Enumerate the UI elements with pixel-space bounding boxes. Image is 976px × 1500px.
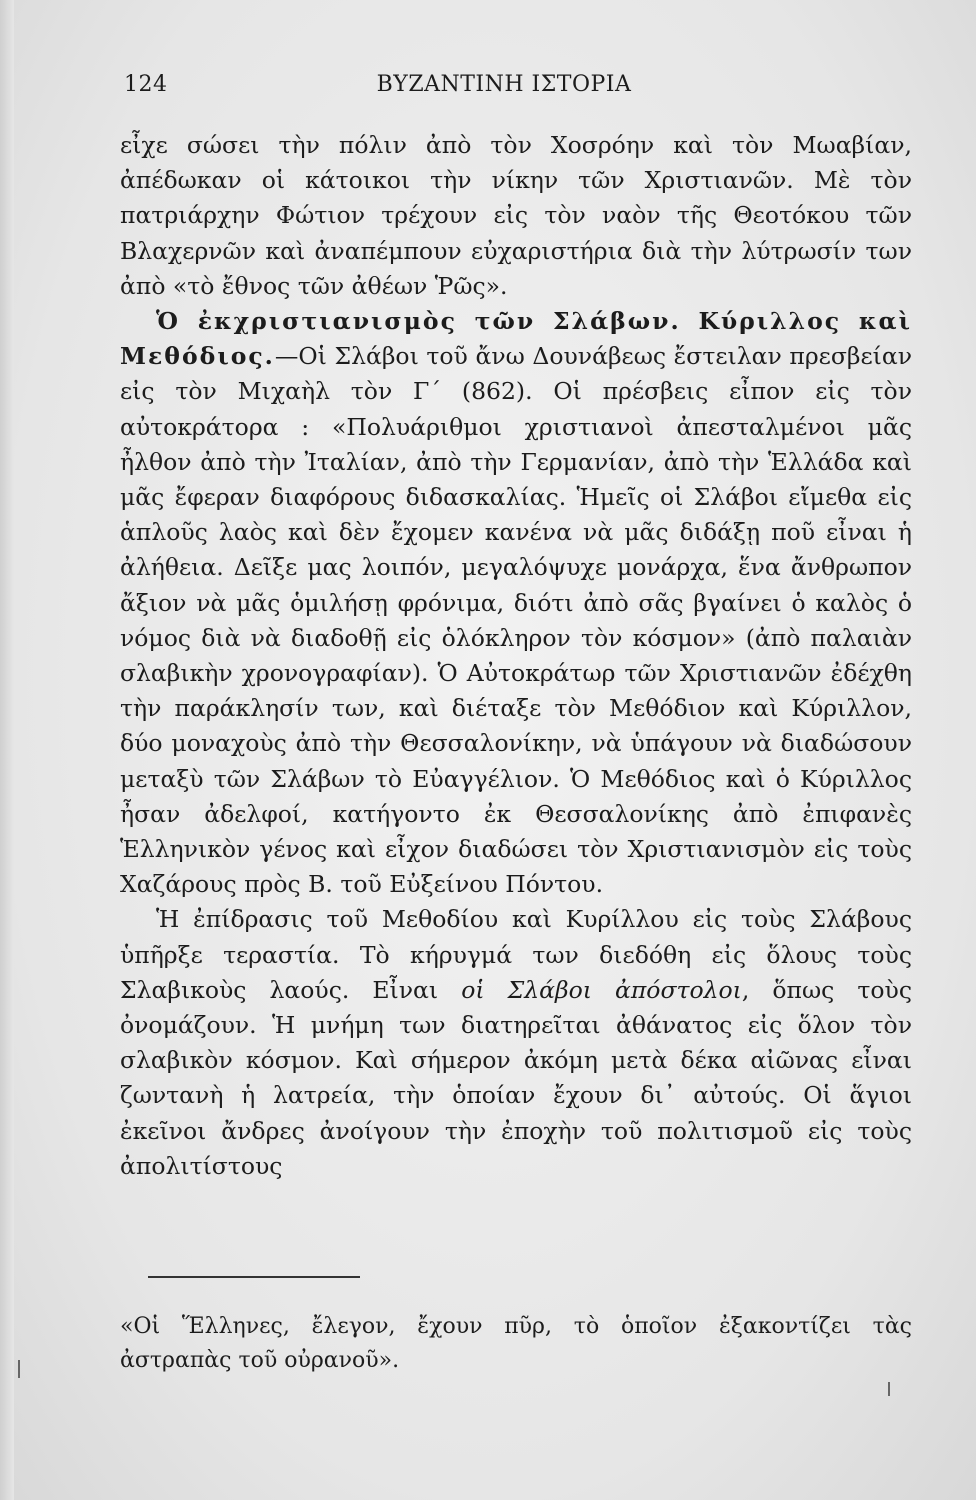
paragraph-2-text: —Οἱ Σλάβοι τοῦ ἄνω Δουνάβεως ἔστειλαν πρεσβείαν εἰς τὸν Μιχαὴλ τὸν Γ΄ (862). Οἱ πρέσβεις εἶπον εἰς τὸν αὐτοκράτορα : «Πολυάριθμοι χριστιανοὶ ἀπεσταλμένοι μᾶς ἦλθον ἀπὸ τὴν Ἰταλίαν, ἀπὸ τὴν Γερμανίαν, ἀπὸ τὴν Ἑλλάδα καὶ μᾶς ἔφεραν διαφόρους διδασκαλίας. Ἡμεῖς οἱ Σλάβοι εἴμεθα εἰς ἁπλοῦς λαὸς καὶ δὲν ἔχομεν κανένα νὰ μᾶς διδάξῃ ποῦ εἶναι ἡ ἀλήθεια. Δεῖξε μας λοιπόν, μεγαλόψυχε μονάρχα, ἕνα ἄνθρωπον ἄξιον νὰ μᾶς ὁμιλήσῃ φρόνιμα, διότι ἀπὸ σᾶς βγαίνει ὁ καλὸς ὁ νόμος διὰ νὰ διαδοθῇ εἰς ὁλόκληρον τὸν κόσμον» (ἀπὸ παλαιὰν σλαβικὴν χρονογραφίαν). Ὁ Αὐτοκράτωρ τῶν Χριστιανῶν ἐδέχθη τὴν παράκλησίν των, καὶ διέταξε τὸν Μεθόδιον καὶ Κύριλλον, δύο μοναχοὺς ἀπὸ τὴν Θεσσαλονίκην, νὰ ὑπάγουν νὰ διαδώσουν μεταξὺ τῶν Σλάβων τὸ Εὐαγγέλιον. Ὁ Μεθόδιος καὶ ὁ Κύριλλος ἦσαν ἀδελφοί, κατήγοντο ἐκ Θεσσαλονίκης ἀπὸ ἐπιφανὲς Ἑλληνικὸν γένος καὶ εἶχον διαδώσει τὸν Χριστιανισμὸν εἰς τοὺς Χαζάρους πρὸς Β. τοῦ Εὐξείνου Πόντου. bbox=[120, 342, 912, 899]
paragraph-2 bbox=[120, 304, 912, 902]
paragraph-3 bbox=[120, 902, 912, 1184]
page-edge-shadow bbox=[0, 0, 14, 1500]
section-heading: Ὁ ἐκχριστιανισμὸς τῶν Σλάβων. Κύριλλος καὶ Μεθόδιος. bbox=[120, 307, 912, 371]
footnote: «Οἱ Ἕλληνες, ἔλεγον, ἔχουν πῦρ, τὸ ὁποῖον ἐξακοντίζει τὰς ἀστραπὰς τοῦ οὐρανοῦ». bbox=[120, 1314, 912, 1373]
footnote-rule bbox=[148, 1276, 360, 1278]
page-header bbox=[124, 72, 914, 108]
margin-mark bbox=[18, 1360, 20, 1378]
paragraph-1: εἶχε σώσει τὴν πόλιν ἀπὸ τὸν Χοσρόην καὶ τὸν Μωαβίαν, ἀπέδωκαν οἱ κάτοικοι τὴν νίκην τῶν Χριστιανῶν. Μὲ τὸν πατριάρχην Φώτιον τρέχουν εἰς τὸν ναὸν τῆς Θεοτόκου τῶν Βλαχερνῶν καὶ ἀναπέμπουν εὐχαριστήρια διὰ τὴν λύτρωσίν των ἀπὸ «τὸ ἔθνος τῶν ἀθέων Ῥῶς». bbox=[120, 131, 912, 300]
margin-mark bbox=[888, 1382, 890, 1396]
running-title: ΒΥΖΑΝΤΙΝΗ ΙΣΤΟΡΙΑ bbox=[376, 72, 632, 97]
paragraph-3-text-before: Ἡ ἐπίδρασις τοῦ Μεθοδίου καὶ Κυρίλλου εἰς τοὺς Σλάβους ὑπῆρξε τεραστία. Τὸ κήρυγμά των διεδόθη εἰς ὅλους τοὺς Σλαβικοὺς λαούς. Εἶναι bbox=[120, 905, 912, 1004]
main-text bbox=[120, 128, 912, 1184]
page-number: 124 bbox=[124, 72, 168, 97]
paragraph-3-text-after: , ὅπως τοὺς ὀνομάζουν. Ἡ μνήμη των διατηρεῖται ἀθάνατος εἰς ὅλον τὸν σλαβικὸν κόσμον. Καὶ σήμερον ἀκόμη μετὰ δέκα αἰῶνας εἶναι ζωντανὴ ἡ λατρεία, τὴν ὁποίαν ἔχουν δι᾽ αὐτούς. Οἱ ἅγιοι ἐκεῖνοι ἄνδρες ἀνοίγουν τὴν ἐποχὴν τοῦ πολιτισμοῦ εἰς τοὺς ἀπολιτίστους bbox=[120, 975, 912, 1180]
paragraph-3-italic: οἱ Σλάβοι ἀπόστολοι bbox=[461, 975, 742, 1004]
